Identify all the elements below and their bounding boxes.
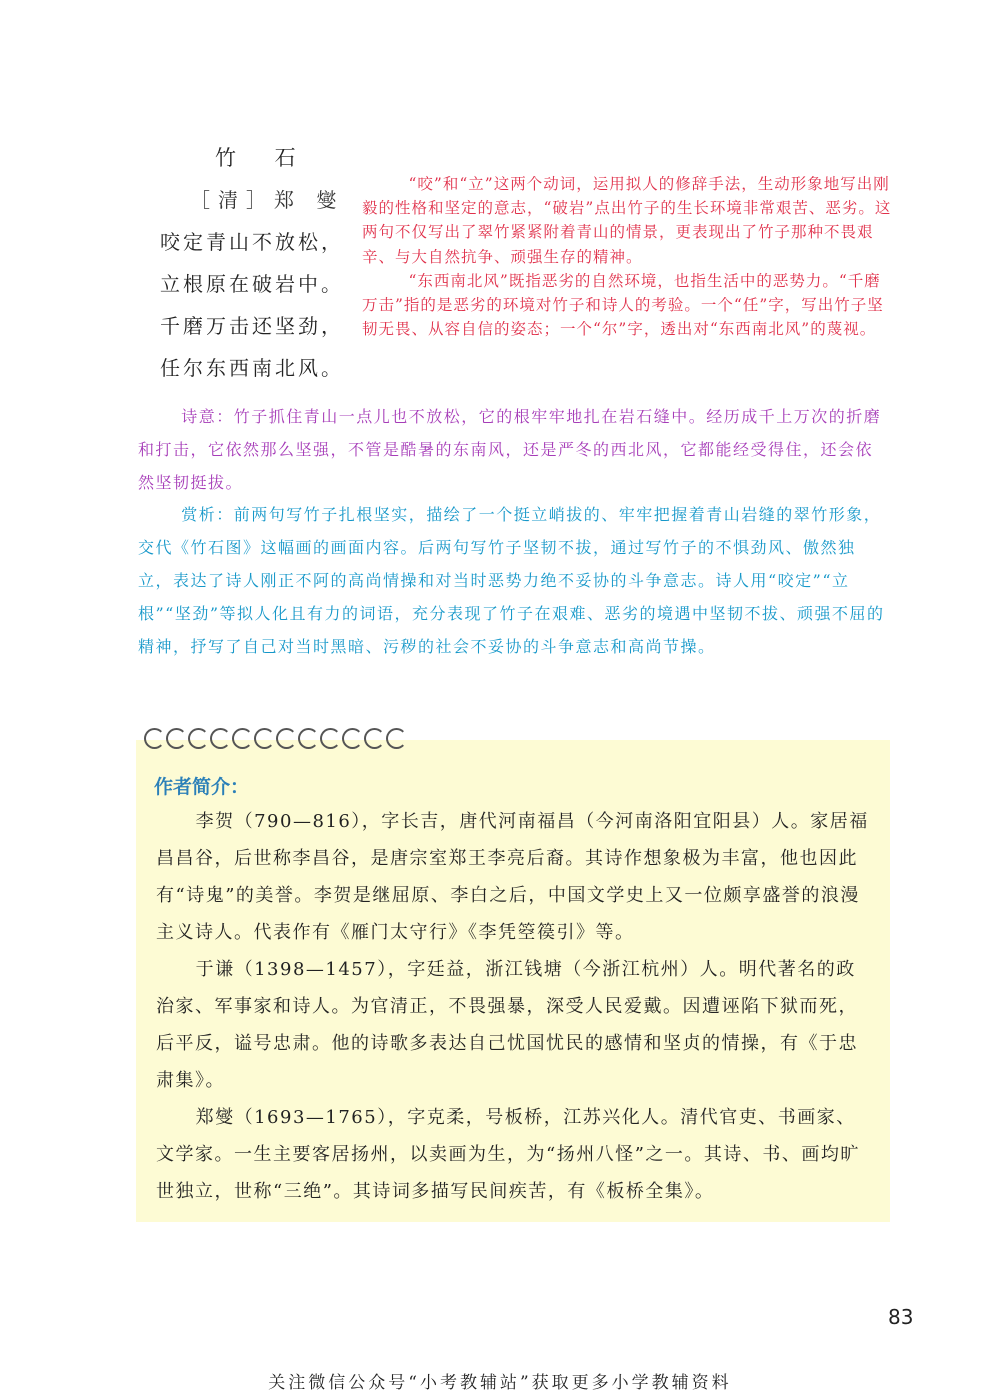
ring-icon <box>144 728 165 749</box>
appreciation-label: 赏析： <box>181 505 234 524</box>
poem-line: 咬定青山不放松， <box>160 230 344 254</box>
poem-author: ［清］郑 燮 <box>190 188 345 212</box>
poem-line: 千磨万击还坚劲， <box>160 314 344 338</box>
meaning-label: 诗意： <box>181 407 234 426</box>
poem-lines <box>160 226 344 394</box>
ring-icon <box>232 728 253 749</box>
ring-icon <box>364 728 385 749</box>
ring-icon <box>210 728 231 749</box>
page-number: 83 <box>888 1305 914 1329</box>
author-paragraph-zheng-xie: 郑燮（1693—1765），字克柔，号板桥，江苏兴化人。清代官吏、书画家、文学家。一生主要客居扬州，以卖画为生，为“扬州八怪”之一。其诗、书、画均旷世独立，世称“三绝”。其诗词多描写民间疾苦，有《板桥全集》。 <box>156 1107 860 1202</box>
poem-appreciation <box>138 498 890 663</box>
ring-icon <box>320 728 341 749</box>
annotation-paragraph: “咬”和“立”这两个动词，运用拟人的修辞手法，生动形象地写出刚毅的性格和坚定的意志，“破岩”点出竹子的生长环境非常艰苦、恶劣。这两句不仅写出了翠竹紧紧附着青山的情景，更表现出了竹子那种不畏艰辛、与大自然抗争、顽强生存的精神。 <box>362 175 892 266</box>
poem-title: 竹 石 <box>215 146 312 170</box>
ring-icon <box>188 728 209 749</box>
author-intro-heading: 作者简介： <box>154 776 250 798</box>
author-paragraph-li-he: 李贺（790—816），字长吉，唐代河南福昌（今河南洛阳宜阳县）人。家居福昌昌谷，后世称李昌谷，是唐宗室郑王李亮后裔。其诗作想象极为丰富，他也因此有“诗鬼”的美誉。李贺是继屈原、李白之后，中国文学史上又一位颇享盛誉的浪漫主义诗人。代表作有《雁门太守行》《李凭箜篌引》等。 <box>156 811 869 943</box>
poem-line: 任尔东西南北风。 <box>160 356 344 380</box>
poem-annotation <box>362 172 892 341</box>
ring-icon <box>298 728 319 749</box>
meaning-text: 竹子抓住青山一点儿也不放松，它的根牢牢地扎在岩石缝中。经历成千上万次的折磨和打击，它依然那么坚强，不管是酷暑的东南风，还是严冬的西北风，它都能经受得住，还会依然坚韧挺拔。 <box>138 407 882 492</box>
poem-meaning <box>138 400 890 499</box>
author-intro-box <box>136 740 890 1222</box>
author-paragraph-yu-qian: 于谦（1398—1457），字廷益，浙江钱塘（今浙江杭州）人。明代著名的政治家、军事家和诗人。为官清正，不畏强暴，深受人民爱戴。因遭诬陷下狱而死，后平反，谥号忠肃。他的诗歌多表达自己忧国忧民的感情和坚贞的情操，有《于忠肃集》。 <box>156 959 858 1091</box>
ring-icon <box>276 728 297 749</box>
notebook-rings-decoration <box>144 728 416 752</box>
ring-icon <box>342 728 363 749</box>
appreciation-text: 前两句写竹子扎根坚实，描绘了一个挺立峭拔的、牢牢把握着青山岩缝的翠竹形象，交代《竹石图》这幅画的画面内容。后两句写竹子坚韧不拔，通过写竹子的不惧劲风、傲然独立，表达了诗人刚正不阿的高尚情操和对当时恶势力绝不妥协的斗争意志。诗人用“咬定”“立根”“坚劲”等拟人化且有力的词语，充分表现了竹子在艰难、恶劣的境遇中坚韧不拔、顽强不屈的精神，抒写了自己对当时黑暗、污秽的社会不妥协的斗争意志和高尚节操。 <box>138 505 885 656</box>
poem-line: 立根原在破岩中。 <box>160 272 344 296</box>
annotation-paragraph: “东西南北风”既指恶劣的自然环境，也指生活中的恶势力。“千磨万击”指的是恶劣的环境对竹子和诗人的考验。一个“任”字，写出竹子坚韧无畏、从容自信的姿态；一个“尔”字，透出对“东西南北风”的蔑视。 <box>362 271 884 339</box>
footer-note: 关注微信公众号“小考教辅站”获取更多小学教辅资料 <box>268 1373 732 1393</box>
ring-icon <box>254 728 275 749</box>
author-intro-body <box>156 803 874 1210</box>
ring-icon <box>386 728 407 749</box>
ring-icon <box>166 728 187 749</box>
